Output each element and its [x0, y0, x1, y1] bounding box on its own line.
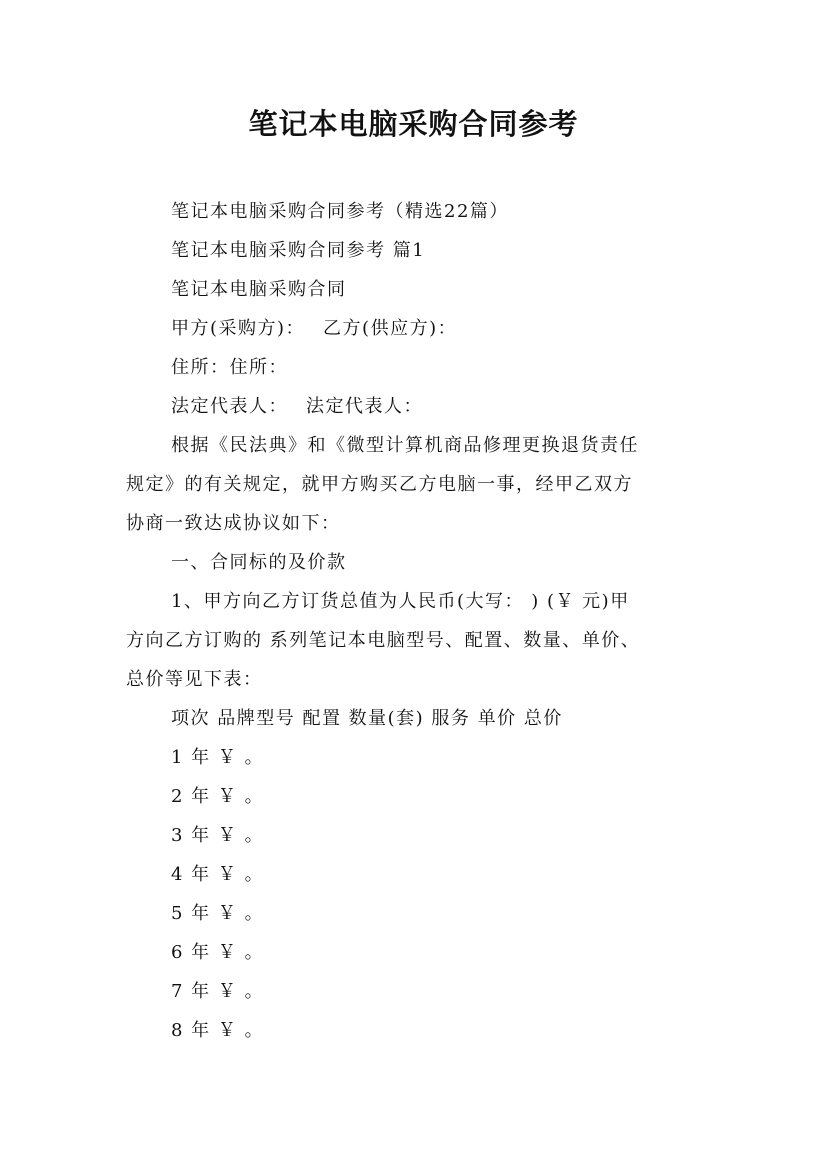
- document-title: 笔记本电脑采购合同参考: [248, 107, 579, 141]
- party-b-address-label: 住所：: [229, 357, 288, 378]
- table-row: 5 年 ￥ 。: [171, 903, 265, 924]
- table-row: 8 年 ￥ 。: [171, 1020, 265, 1041]
- paragraph-order-line-1: 1、甲方向乙方订货总值为人民币(大写： ) (￥ 元)甲: [171, 591, 630, 612]
- paragraph-order: [126, 582, 726, 699]
- document-body: [126, 192, 726, 1050]
- section-heading: 笔记本电脑采购合同参考 篇1: [171, 240, 426, 261]
- paragraph-basis-line-1: 根据《民法典》和《微型计算机商品修理更换退货责任: [171, 435, 639, 456]
- paragraph-basis: [126, 426, 726, 543]
- table-row: 6 年 ￥ 。: [171, 942, 265, 963]
- table-row: 7 年 ￥ 。: [171, 981, 265, 1002]
- party-line: [126, 309, 726, 348]
- subtitle-line: 笔记本电脑采购合同参考（精选22篇）: [171, 201, 509, 222]
- representative-line: [126, 387, 726, 426]
- party-b-label: 乙方(供应方)：: [323, 318, 458, 339]
- party-a-label: 甲方(采购方)：: [171, 318, 306, 339]
- paragraph-order-line-3: 总价等见下表：: [126, 669, 263, 690]
- table-row: 4 年 ￥ 。: [171, 864, 265, 885]
- table-row: 1 年 ￥ 。: [171, 747, 265, 768]
- paragraph-order-line-2: 方向乙方订购的 系列笔记本电脑型号、配置、数量、单价、: [126, 630, 641, 651]
- table-row: 2 年 ￥ 。: [171, 786, 265, 807]
- party-b-representative-label: 法定代表人：: [306, 396, 423, 417]
- party-a-representative-label: 法定代表人：: [171, 396, 288, 417]
- contract-name: 笔记本电脑采购合同: [171, 279, 347, 300]
- party-a-address-label: 住所：: [171, 357, 230, 378]
- address-line: [126, 348, 726, 387]
- table-header: 项次 品牌型号 配置 数量(套) 服务 单价 总价: [171, 708, 563, 729]
- paragraph-basis-line-3: 协商一致达成协议如下：: [126, 513, 341, 534]
- section-one-heading: 一、合同标的及价款: [171, 552, 347, 573]
- table-row: 3 年 ￥ 。: [171, 825, 265, 846]
- paragraph-basis-line-2: 规定》的有关规定，就甲方购买乙方电脑一事，经甲乙双方: [126, 474, 633, 495]
